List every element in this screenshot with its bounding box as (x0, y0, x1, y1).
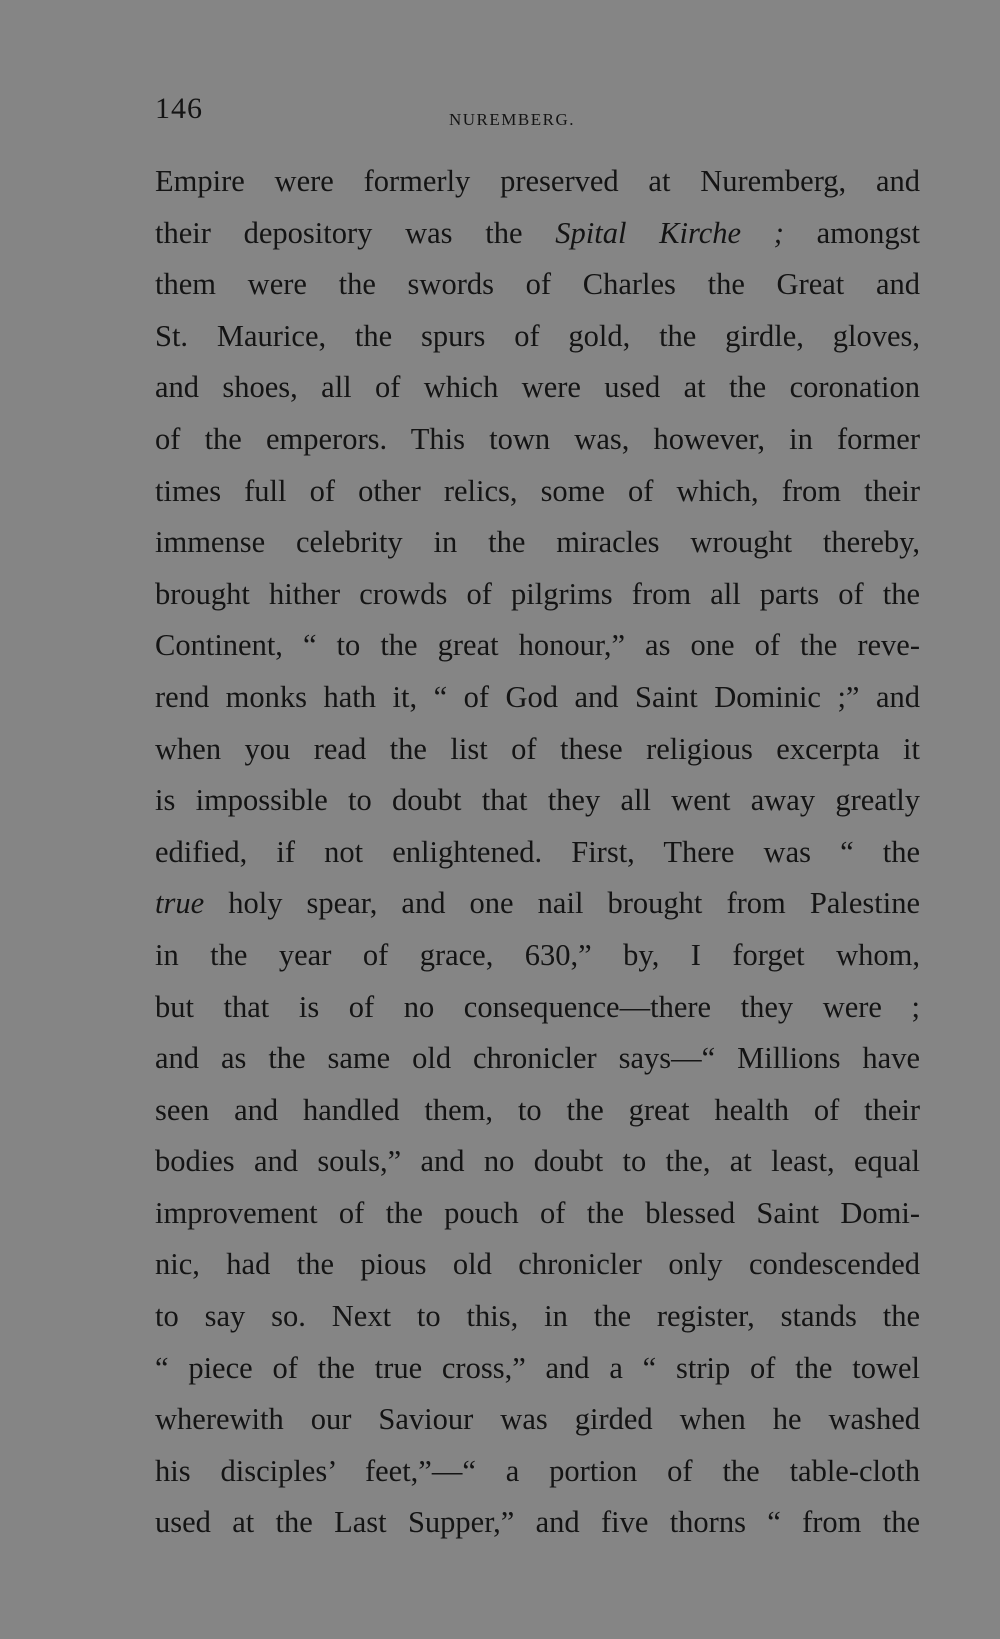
text-line: their depository was the Spital Kirche ; amongst (155, 215, 920, 250)
text-line: used at the Last Supper,” and five thorns “ from the (155, 1505, 920, 1540)
italic-phrase: Spital Kirche ; (555, 215, 784, 250)
text-line: times full of other relics, some of which, from their (155, 473, 920, 508)
text-line: nic, had the pious old chronicler only condescended (155, 1247, 920, 1282)
text-line: rend monks hath it, “ of God and Saint Dominic ;” and (155, 679, 920, 714)
text-line: immense celebrity in the miracles wrought thereby, (155, 525, 920, 560)
page-number: 146 (155, 92, 203, 125)
body-text (155, 156, 920, 1549)
text-line: them were the swords of Charles the Great and (155, 267, 920, 302)
page-header (155, 92, 920, 132)
text-line: and shoes, all of which were used at the coronation (155, 370, 920, 405)
text-line: “ piece of the true cross,” and a “ strip of the towel (155, 1350, 920, 1385)
text-line: Empire were formerly preserved at Nuremberg, and (155, 164, 920, 198)
text-line: to say so. Next to this, in the register, stands the (155, 1299, 920, 1334)
text-line: true holy spear, and one nail brought from Palestine (155, 886, 920, 921)
text-line: St. Maurice, the spurs of gold, the girdle, gloves, (155, 318, 920, 353)
text-line: bodies and souls,” and no doubt to the, at least, equal (155, 1144, 920, 1179)
text-line: Continent, “ to the great honour,” as one of the reve- (155, 628, 920, 663)
text-line: and as the same old chronicler says—“ Millions have (155, 1041, 920, 1076)
running-head: NUREMBERG. (449, 110, 575, 129)
text-line: seen and handled them, to the great health of their (155, 1092, 920, 1127)
text-line: but that is of no consequence—there they were ; (155, 989, 920, 1024)
text-line: brought hither crowds of pilgrims from all parts of the (155, 576, 920, 611)
text-line: wherewith our Saviour was girded when he washed (155, 1402, 920, 1437)
text-line: of the emperors. This town was, however, in former (155, 421, 920, 456)
text-line: in the year of grace, 630,” by, I forget whom, (155, 937, 920, 972)
text-line: edified, if not enlightened. First, There was “ the (155, 834, 920, 869)
text-line: his disciples’ feet,”—“ a portion of the table-cloth (155, 1453, 920, 1488)
text-line: improvement of the pouch of the blessed Saint Domi- (155, 1195, 920, 1230)
italic-phrase: true (155, 886, 205, 921)
text-line: is impossible to doubt that they all went away greatly (155, 783, 920, 818)
text-line: when you read the list of these religious excerpta it (155, 731, 920, 766)
